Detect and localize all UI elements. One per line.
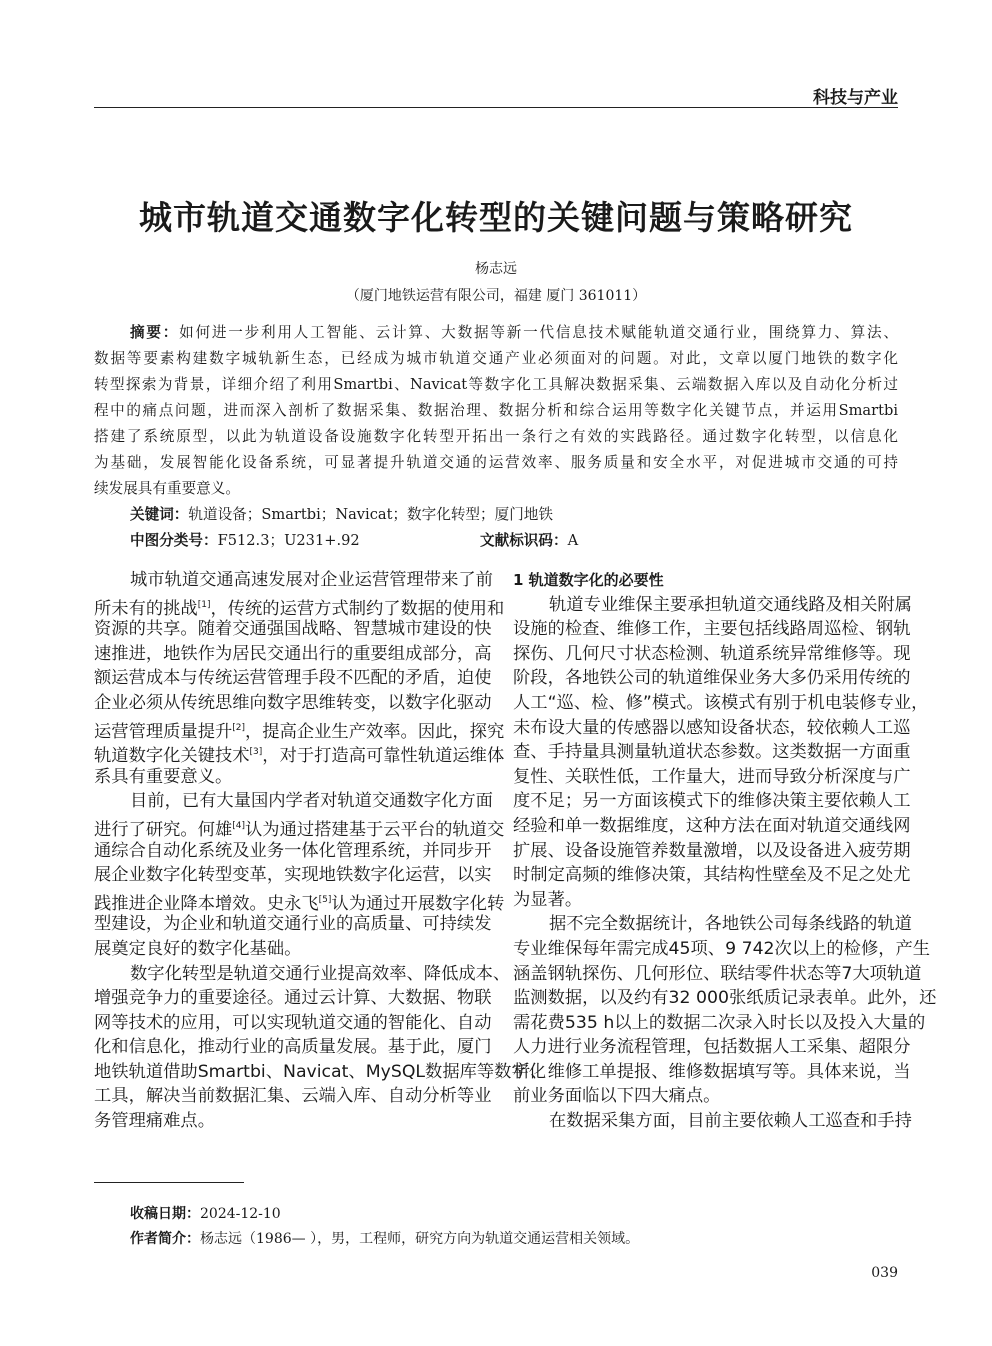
header-rule [94,107,898,108]
bio-label: 作者简介： [130,1231,200,1247]
text-line: 运营管理质量提升[2]，提高企业生产效率。因此，探究 [94,721,505,742]
received-date [130,1203,281,1223]
text-line: 轨道数字化关键技术[3]，对于打造高可靠性轨道运维体 [94,745,505,766]
text-line: 据不完全数据统计，各地铁公司每条线路的轨道 [549,914,912,935]
received-value: 2024-12-10 [200,1206,281,1222]
text-line: 查、手持量具测量轨道状态参数。这类数据一方面重 [513,742,911,763]
doc-code: A [567,532,579,549]
abstract-body [94,320,898,502]
text-line: 探伤、几何尺寸状态检测、轨道系统异常维修等。现 [513,643,911,664]
abstract-text: 如何进一步利用人工智能、云计算、大数据等新一代信息技术赋能轨道交通行业，围绕算力、算法、 [179,324,898,341]
text-line: 复性、关联性低，工作量大，进而导致分析深度与广 [513,766,911,787]
classification [94,528,898,554]
author-bio [130,1228,639,1248]
right-column [513,568,937,1134]
text-line: 企业必须从传统思维向数字思维转变，以数字化驱动 [94,692,492,713]
abstract-line: 转型探索为背景，详细介绍了利用Smartbi、Navicat等数字化工具解决数据采集、云端数据入库以及自动化分析过 [94,376,898,393]
text-line: 展奠定良好的数字化基础。 [94,938,302,959]
text-line: 践推进企业降本增效。史永飞[5]认为通过开展数字化转 [94,893,505,914]
section-label: 科技与产业 [813,88,898,108]
text-line: 经验和单一数据维度，这种方法在面对轨道交通线网 [513,815,911,836]
text-line: 型建设，为企业和轨道交通行业的高质量、可持续发 [94,914,492,935]
citation: [5] [318,894,332,905]
abstract-line [94,320,898,346]
keywords [94,502,898,528]
text-line: 系具有重要意义。 [94,766,233,787]
abstract-label: 摘要： [130,324,180,341]
text-line: 监测数据，以及约有32 000张纸质记录表单。此外，还 [513,988,937,1009]
text-line: 城市轨道交通高速发展对企业运营管理带来了前 [130,570,493,590]
footnote-rule [94,1182,244,1183]
text-line: 通综合自动化系统及业务一体化管理系统，并同步开 [94,840,492,861]
abstract-line: 为基础，发展智能化设备系统，可显著提升轨道交通的运营效率、服务质量和安全水平，对促进城市交通的可持 [94,454,898,471]
author: 杨志远 [475,261,517,277]
text-line: 工具，解决当前数据汇集、云端入库、自动分析等业 [94,1086,492,1107]
text-line: 轨道专业维保主要承担轨道交通线路及相关附属 [549,594,912,615]
text-line: 化和信息化，推动行业的高质量发展。基于此，厦门 [94,1037,492,1058]
text-line: 务管理痛难点。 [94,1111,215,1132]
text-line: 数字化转型是轨道交通行业提高效率、降低成本、 [130,963,511,984]
abstract-line: 续发展具有重要意义。 [94,480,240,497]
text-line: 在数据采集方面，目前主要依赖人工巡查和手持 [549,1111,912,1132]
text-line: 资源的共享。随着交通强国战略、智慧城市建设的快 [94,619,492,640]
text-line: 地铁轨道借助Smartbi、Navicat、MySQL数据库等数字化 [94,1061,547,1082]
text-line: 速推进，地铁作为居民交通出行的重要组成部分，高 [94,643,492,664]
doc-code-label: 文献标识码： [480,532,568,549]
text-line: 需花费535 h以上的数据二次录入时长以及投入大量的 [513,1012,926,1033]
received-label: 收稿日期： [130,1206,200,1222]
text-line: 目前，已有大量国内学者对轨道交通数字化方面 [130,791,493,812]
text-line: 网等技术的应用，可以实现轨道交通的智能化、自动 [94,1012,492,1033]
abstract-line: 程中的痛点问题，进而深入剖析了数据采集、数据治理、数据分析和综合运用等数字化关键节点，并运用Smartbi [94,402,898,419]
text-line: 额运营成本与传统运营管理手段不匹配的矛盾，迫使 [94,668,492,689]
keywords-label: 关键词： [130,506,189,523]
section-heading: 1 轨道数字化的必要性 [513,571,664,589]
text-line: 进行了研究。何雄[4]认为通过搭建基于云平台的轨道交 [94,819,505,840]
text-line: 专业维保每年需完成45项、9 742次以上的检修，产生 [513,938,931,959]
citation: [1] [197,599,211,610]
citation: [2] [232,722,246,733]
bio-value: 杨志远（1986— ），男，工程师，研究方向为轨道交通运营相关领域。 [200,1231,640,1247]
text-line: 阶段，各地铁公司的轨道维保业务大多仍采用传统的 [513,668,911,689]
text-line: 展企业数字化转型变革，实现地铁数字化运营，以实 [94,865,492,886]
page-number: 039 [871,1265,898,1281]
clc-code: F512.3；U231+.92 [217,532,360,549]
keywords-text: 轨道设备；Smartbi；Navicat；数字化转型；厦门地铁 [188,506,553,523]
text-line: 人工“巡、检、修”模式。该模式有别于机电装修专业， [513,692,929,713]
text-line: 析、维修工单提报、维修数据填写等。具体来说，当 [513,1061,911,1082]
text-line: 扩展、设备设施管养数量激增，以及设备进入疲劳期 [513,840,911,861]
text-line: 时制定高频的维修决策，其结构性壁垒及不足之处尤 [513,865,911,886]
left-column [94,568,547,1134]
abstract [94,320,898,554]
text-line: 为显著。 [513,889,583,910]
affiliation: （厦门地铁运营有限公司，福建 厦门 361011） [345,288,647,304]
citation: [3] [249,747,263,758]
text-line: 未布设大量的传感器以感知设备状态，较依赖人工巡 [513,717,911,738]
paper-title: 城市轨道交通数字化转型的关键问题与策略研究 [139,198,853,237]
text-line: 增强竞争力的重要途径。通过云计算、大数据、物联 [94,988,492,1009]
text-line: 度不足；另一方面该模式下的维修决策主要依赖人工 [513,791,911,812]
abstract-line: 搭建了系统原型，以此为轨道设备设施数字化转型开拓出一条行之有效的实践路径。通过数字化转型，以信息化 [94,428,898,445]
citation: [4] [232,820,246,831]
text-line: 涵盖钢轨探伤、几何形位、联结零件状态等7大项轨道 [513,963,922,984]
text-line: 前业务面临以下四大痛点。 [513,1086,721,1107]
abstract-line: 数据等要素构建数字城轨新生态，已经成为城市轨道交通产业必须面对的问题。对此，文章以厦门地铁的数字化 [94,350,898,367]
text-line: 设施的检查、维修工作，主要包括线路周巡检、钢轨 [513,619,911,640]
text-line: 所未有的挑战[1]，传统的运营方式制约了数据的使用和 [94,598,505,619]
clc-label: 中图分类号： [130,532,218,549]
text-line: 人力进行业务流程管理，包括数据人工采集、超限分 [513,1037,911,1058]
